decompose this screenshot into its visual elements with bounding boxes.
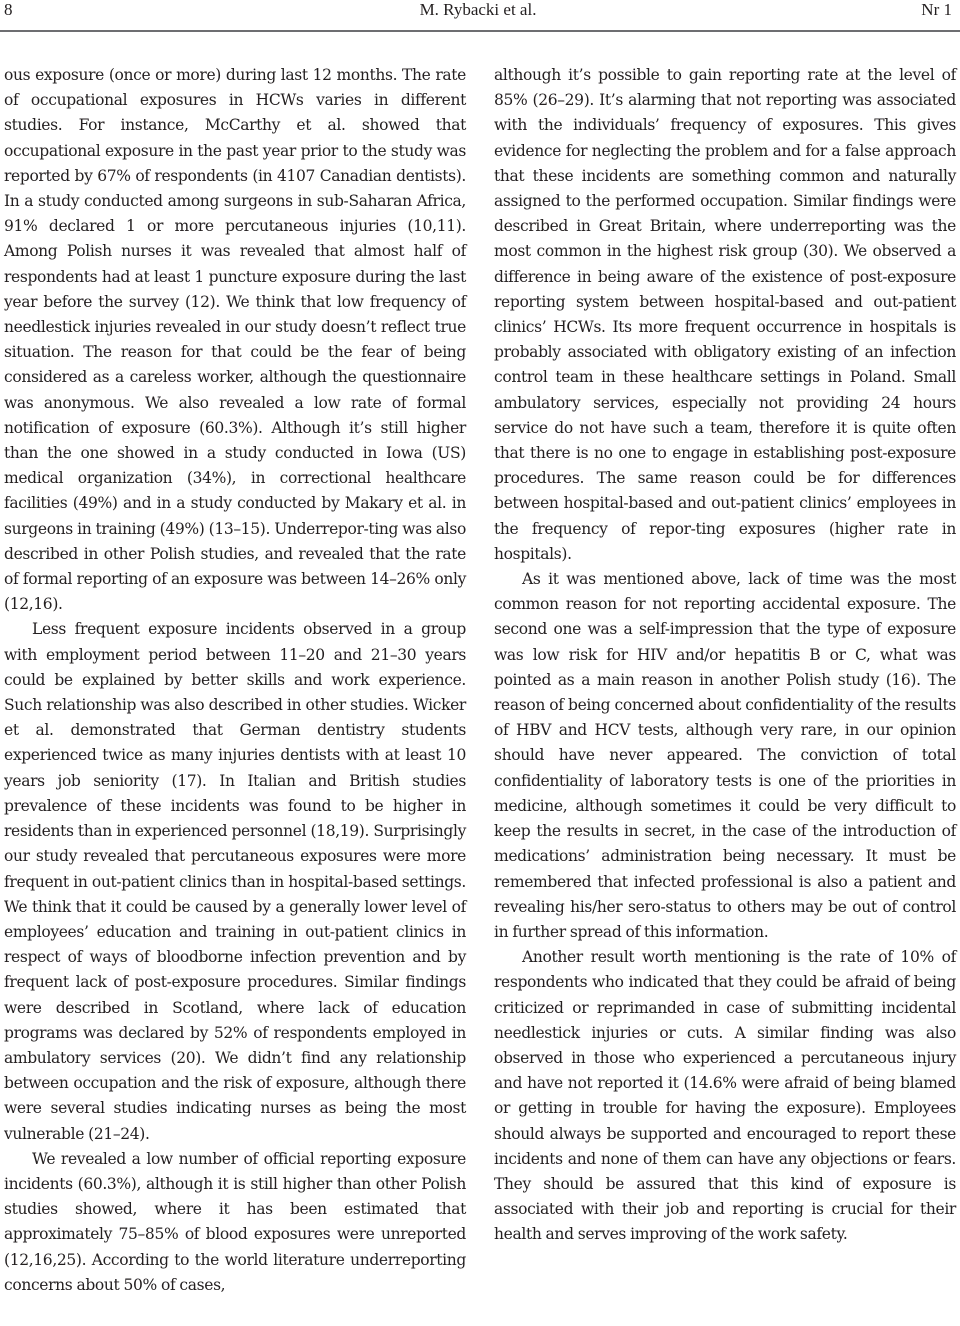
body-paragraph: We revealed a low number of official reporting exposure incidents (60.3%), although it is still higher than other Polish studies showed, where it has been estimated that approximately 75–85% of blood exposures were unreported (12,16,25). According to the world literature underreporting concerns about 50% of cases, xyxy=(4,1149,466,1294)
body-paragraph: Another result worth mentioning is the rate of 10% of respondents who indicated that they could be afraid of being criticized or reprimanded in case of submitting incidental needlestick injuries or cuts. A similar finding was also observed in those who experienced a percutaneous injury and have not reported it (14.6% were afraid of being blamed or getting in trouble for having the exposure). Employees should always be supported and encouraged to report these incidents and none of them can have any objections or fears. They should be assured that this kind of exposure is associated with their job and reporting is crucial for their health and serves improving of the work safety. xyxy=(494,948,956,1244)
body-paragraph: As it was mentioned above, lack of time was the most common reason for not reporting accidental exposure. The second one was a self-impression that the type of exposure was low risk for HIV and/or hepatitis B or C, what was pointed as a main reason in another Polish study (16). The reason of being concerned about confidentiality of the results of HBV and HCV tests, although very rare, in our opinion should have never appeared. The conviction of total confidentiality of laboratory tests is one of the priorities in medicine, although sometimes it could be very difficult to keep the results in secret, in the case of the introduction of medications’ administration being necessary. It must be remembered that infected professional is also a patient and revealing his/her sero-status to others may be out of control in further spread of this information. xyxy=(494,570,956,941)
body-paragraph: Less frequent exposure incidents observed in a group with employment period between 11–20 and 21–30 years could be explained by better skills and work experience. Such relationship was also described in other studies. Wicker et al. demonstrated that German dentistry students experienced twice as many injuries dentists with at least 10 years job seniority (17). In Italian and British studies prevalence of these incidents was found to be higher in residents than in experienced personnel (18,19). Surprisingly our study revealed that percutaneous exposures were more frequent in out-patient clinics than in hospital-based settings. We think that it could be caused by a generally lower level of employees’ education and training in out-patient clinics in respect of ways of bloodborne infection prevention and by frequent lack of post-exposure procedures. Similar findings were described in Scotland, where lack of education programs was declared by 52% of respondents employed in ambulatory services (20). We didn’t find any relationship between occupation and the risk of exposure, although there were several studies indicating nurses as being the most vulnerable (21–24). xyxy=(4,620,466,1143)
header-divider xyxy=(0,30,960,32)
body-paragraph: although it’s possible to gain reporting rate at the level of 85% (26–29). It’s alarming that not reporting was associated with the individuals’ frequency of exposures. This gives evidence for neglecting the problem and for a false approach that these incidents are something common and naturally assigned to the performed occupation. Similar findings were described in Great Britain, where underreporting was the most common in the highest risk group (30). We observed a difference in being aware of the existence of post-exposure reporting system between hospital-based and out-patient clinics’ HCWs. Its more frequent occurrence in hospitals is probably associated with obligatory existing of an infection control team in these healthcare settings in Poland. Small ambulatory services, especially not providing 24 hours service do not have such a team, therefore it is quite often that there is no one to engage in establishing post-exposure procedures. The same reason could be for differences between hospital-based and out-patient clinics’ employees in the frequency of repor-ting exposures (higher rate in hospitals). xyxy=(494,66,956,563)
body-paragraph: ous exposure (once or more) during last 12 months. The rate of occupational exposures in HCWs varies in different studies. For instance, McCarthy et al. showed that occupational exposure in the past year prior to the study was reported by 67% of respondents (in 4107 Canadian dentists). In a study conducted among surgeons in sub-Saharan Africa, 91% declared 1 or more percutaneous injuries (10,11). Among Polish nurses it was revealed that almost half of respondents had at least 1 puncture exposure during the last year before the survey (12). We think that low frequency of needlestick injuries revealed in our study doesn’t reflect true situation. The reason for that could be the fear of being considered as a careless worker, although the questionnaire was anonymous. We also revealed a low rate of formal notification of exposure (60.3%). Although it’s still higher than the one showed in a study conducted in Iowa (US) medical organization (34%), in correctional healthcare facilities (49%) and in a study conducted by Makary et al. in surgeons in training (49%) (13–15). Underrepor-ting was also described in other Polish studies, and revealed that the rate of formal reporting of an exposure was between 14–26% only (12,16). xyxy=(4,66,466,614)
running-header xyxy=(4,0,952,30)
running-head-authors: M. Rybacki et al. xyxy=(419,0,537,19)
page-number: 8 xyxy=(4,0,13,19)
issue-number: Nr 1 xyxy=(921,0,952,19)
left-column xyxy=(4,63,466,1298)
right-column xyxy=(494,63,956,1248)
